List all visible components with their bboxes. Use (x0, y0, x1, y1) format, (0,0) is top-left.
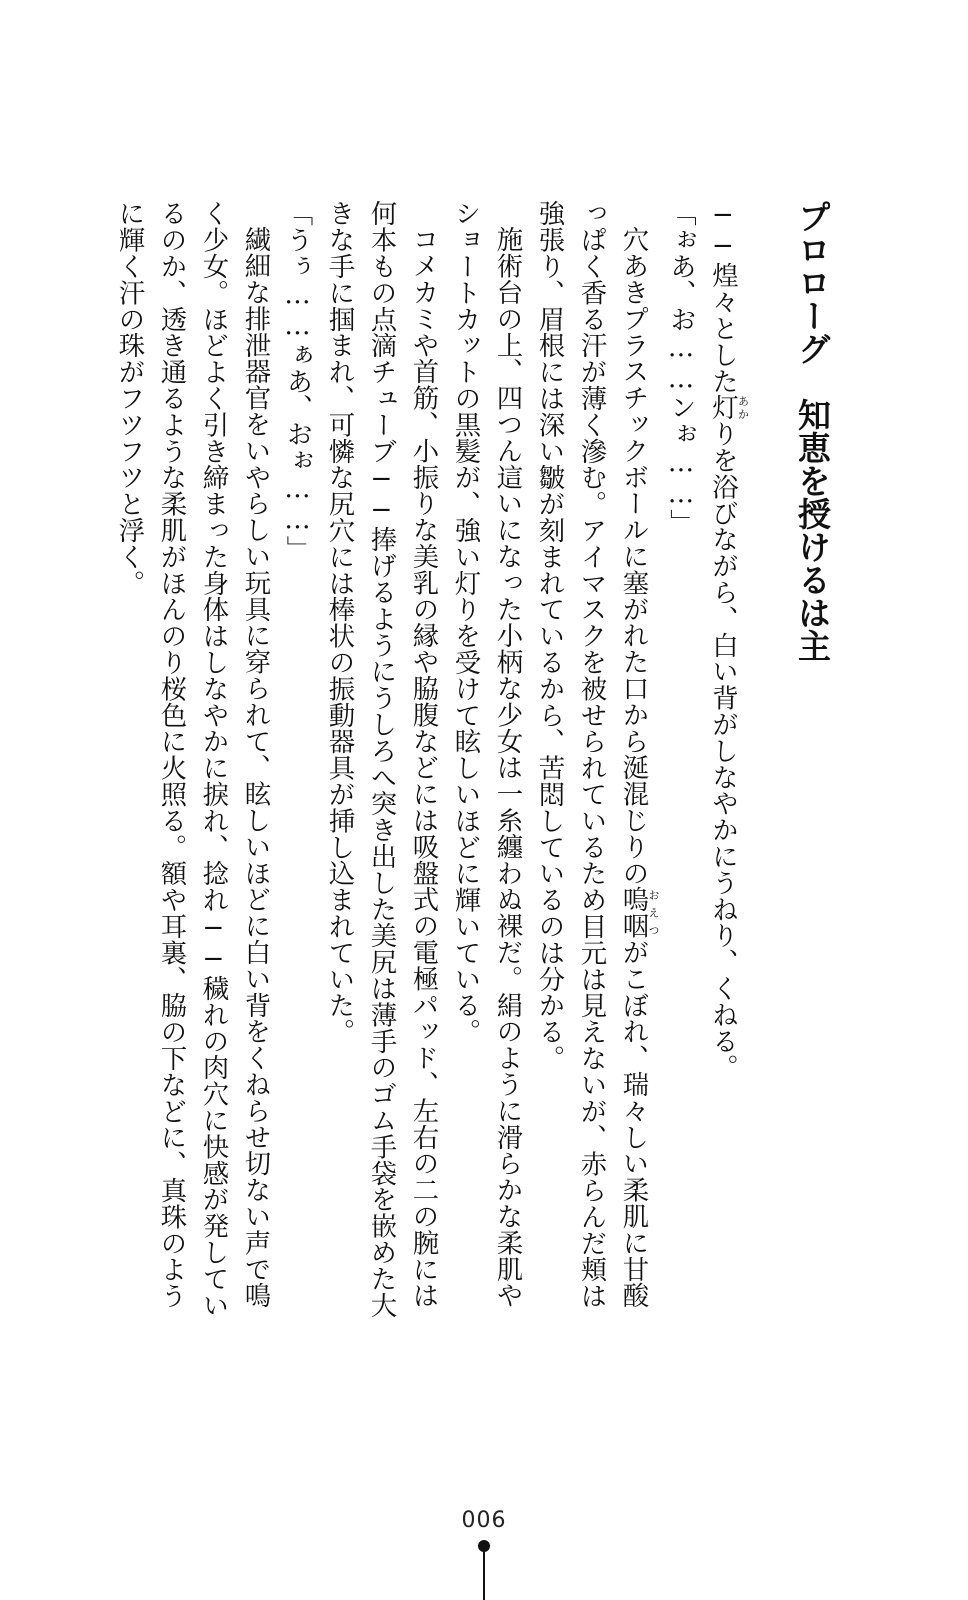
ruby-akari-base: 灯 (707, 394, 739, 421)
ruby-oetsu (618, 886, 660, 940)
chapter-prefix: プロローグ (793, 200, 832, 365)
paragraph-6-dialogue: 「うぅ……ぁあ、おぉ……」 (282, 200, 313, 562)
ruby-akari-reading: あか (736, 394, 750, 421)
chapter-title: 知恵を授けるは主 (793, 398, 832, 662)
ruby-oetsu-reading: おえつ (647, 886, 660, 940)
paragraph-4: 施術台の上、四つん這いになった小柄な少女は一糸纏わぬ裸だ。絹のように滑らかな柔肌やショートカットの黒髪が、強い灯りを受けて眩しいほどに輝いている。 (450, 200, 523, 1309)
ruby-oetsu-base: 嗚咽 (618, 886, 649, 940)
paragraph-3 (528, 200, 660, 1330)
paragraph-7: 繊細な排泄器官をいやらしい玩具に穿られて、眩しいほどに白い背をくねらせ切ない声で鳴く少女。ほどよく引き締まった身体はしなやかに捩れ、捻れ──穢れの肉穴に快感が発しているのか、透き通るような柔肌がほんのり桜色に火照る。額や耳裏、脇の下などに、真珠のように輝く汗の珠がフツフツと浮く。 (114, 200, 271, 1318)
paragraph-1-start: ──煌々とした (707, 200, 739, 394)
ruby-akari (707, 394, 750, 421)
paragraph-3-end: がこぼれ、瑞々しい柔肌に甘酸っぱく香る汗が薄く滲む。アイマスクを被せられているため目元は見えないが、赤らんだ頬は強張り、眉根には深い皺が刻まれているから、苦悶しているのは分かる。 (534, 200, 649, 1309)
vertical-text-block (108, 200, 833, 1330)
paragraph-1-end: りを浴びながら、白い背がしなやかにうねり、くねる。 (707, 420, 739, 1081)
page-number: 006 (461, 1508, 507, 1533)
paragraph-2-dialogue: 「ぉあ、お……ンぉ……」 (665, 200, 697, 536)
paragraph-5: コメカミや首筋、小振りな美乳の縁や脇腹などには吸盤式の電極パッド、左右の二の腕には何本もの点滴チューブ──捧げるようにうしろへ突き出した美尻は薄手のゴム手袋を嵌めた大きな手に掴まれ、可憐な尻穴には棒状の振動器具が挿し込まれていた。 (324, 200, 439, 1318)
chapter-heading (791, 200, 833, 1330)
folio-dot-ornament (478, 1540, 490, 1552)
folio-line-ornament (483, 1552, 485, 1600)
paragraph-1 (702, 200, 750, 1330)
paragraph-3-start: 穴あきプラスチックボールに塞がれた口から涎混じりの (618, 226, 649, 887)
